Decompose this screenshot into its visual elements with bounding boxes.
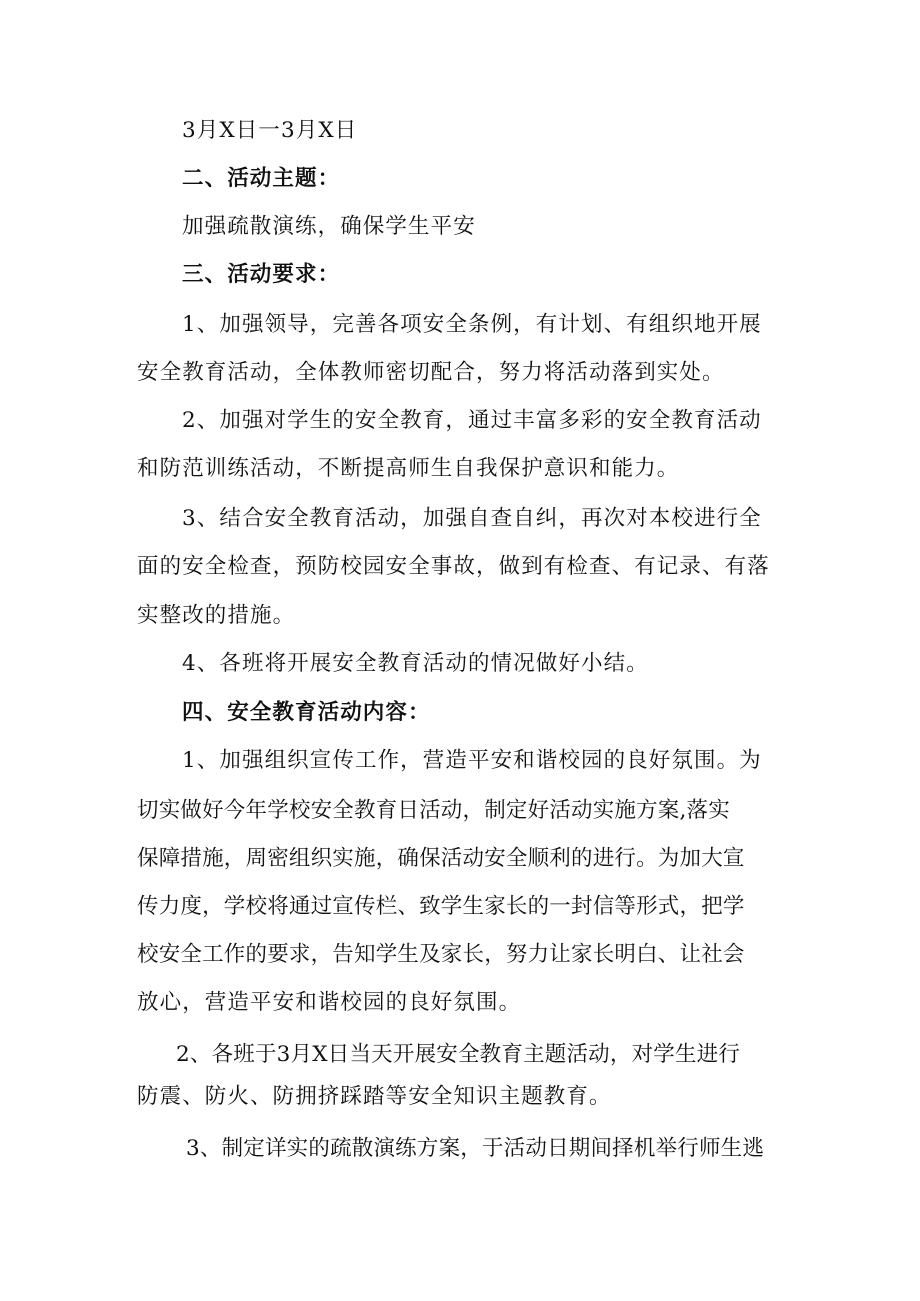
- requirement-3-line-1: 3、结合安全教育活动，加强自查自纠，再次对本校进行全: [182, 506, 762, 531]
- requirement-2-line-1: 2、加强对学生的安全教育，通过丰富多彩的安全教育活动: [182, 408, 762, 433]
- content-1-line-1: 1、加强组织宣传工作，营造平安和谐校园的良好氛围。为: [182, 748, 762, 773]
- requirement-4-line-1: 4、各班将开展安全教育活动的情况做好小结。: [182, 651, 649, 676]
- content-2-line-2: 防震、防火、防拥挤踩踏等安全知识主题教育。: [137, 1084, 612, 1109]
- date-range: 3月X日一3月X日: [182, 118, 358, 143]
- requirement-3-line-2: 面的安全检查，预防校园安全事故，做到有检查、有记录、有落: [137, 554, 770, 579]
- theme-text: 加强疏散演练，确保学生平安: [182, 214, 476, 239]
- content-1-line-4: 传力度，学校将通过宣传栏、致学生家长的一封信等形式，把学: [137, 894, 745, 919]
- content-3-line-1: 3、制定详实的疏散演练方案，于活动日期间择机举行师生逃: [186, 1136, 765, 1161]
- requirement-1-line-2: 安全教育活动，全体教师密切配合，努力将活动落到实处。: [137, 360, 725, 385]
- section-heading-requirements: 三、活动要求：: [182, 262, 341, 287]
- requirement-1-line-1: 1、加强领导，完善各项安全条例，有计划、有组织地开展: [182, 312, 762, 337]
- section-heading-theme: 二、活动主题：: [182, 166, 341, 191]
- content-1-line-2: 切实做好今年学校安全教育日活动，制定好活动实施方案,落实: [137, 798, 730, 823]
- requirement-2-line-2: 和防范训练活动，不断提高师生自我保护意识和能力。: [137, 456, 680, 481]
- content-1-line-5: 校安全工作的要求，告知学生及家长，努力让家长明白、让社会: [137, 942, 745, 967]
- content-1-line-3: 保障措施，周密组织实施，确保活动安全顺利的进行。为加大宣: [137, 846, 745, 871]
- content-2-line-1: 2、各班于3月X日当天开展安全教育主题活动，对学生进行: [176, 1042, 741, 1067]
- requirement-3-line-3: 实整改的措施。: [137, 603, 296, 628]
- section-heading-content: 四、安全教育活动内容：: [182, 700, 431, 725]
- content-1-line-6: 放心，营造平安和谐校园的良好氛围。: [137, 990, 522, 1015]
